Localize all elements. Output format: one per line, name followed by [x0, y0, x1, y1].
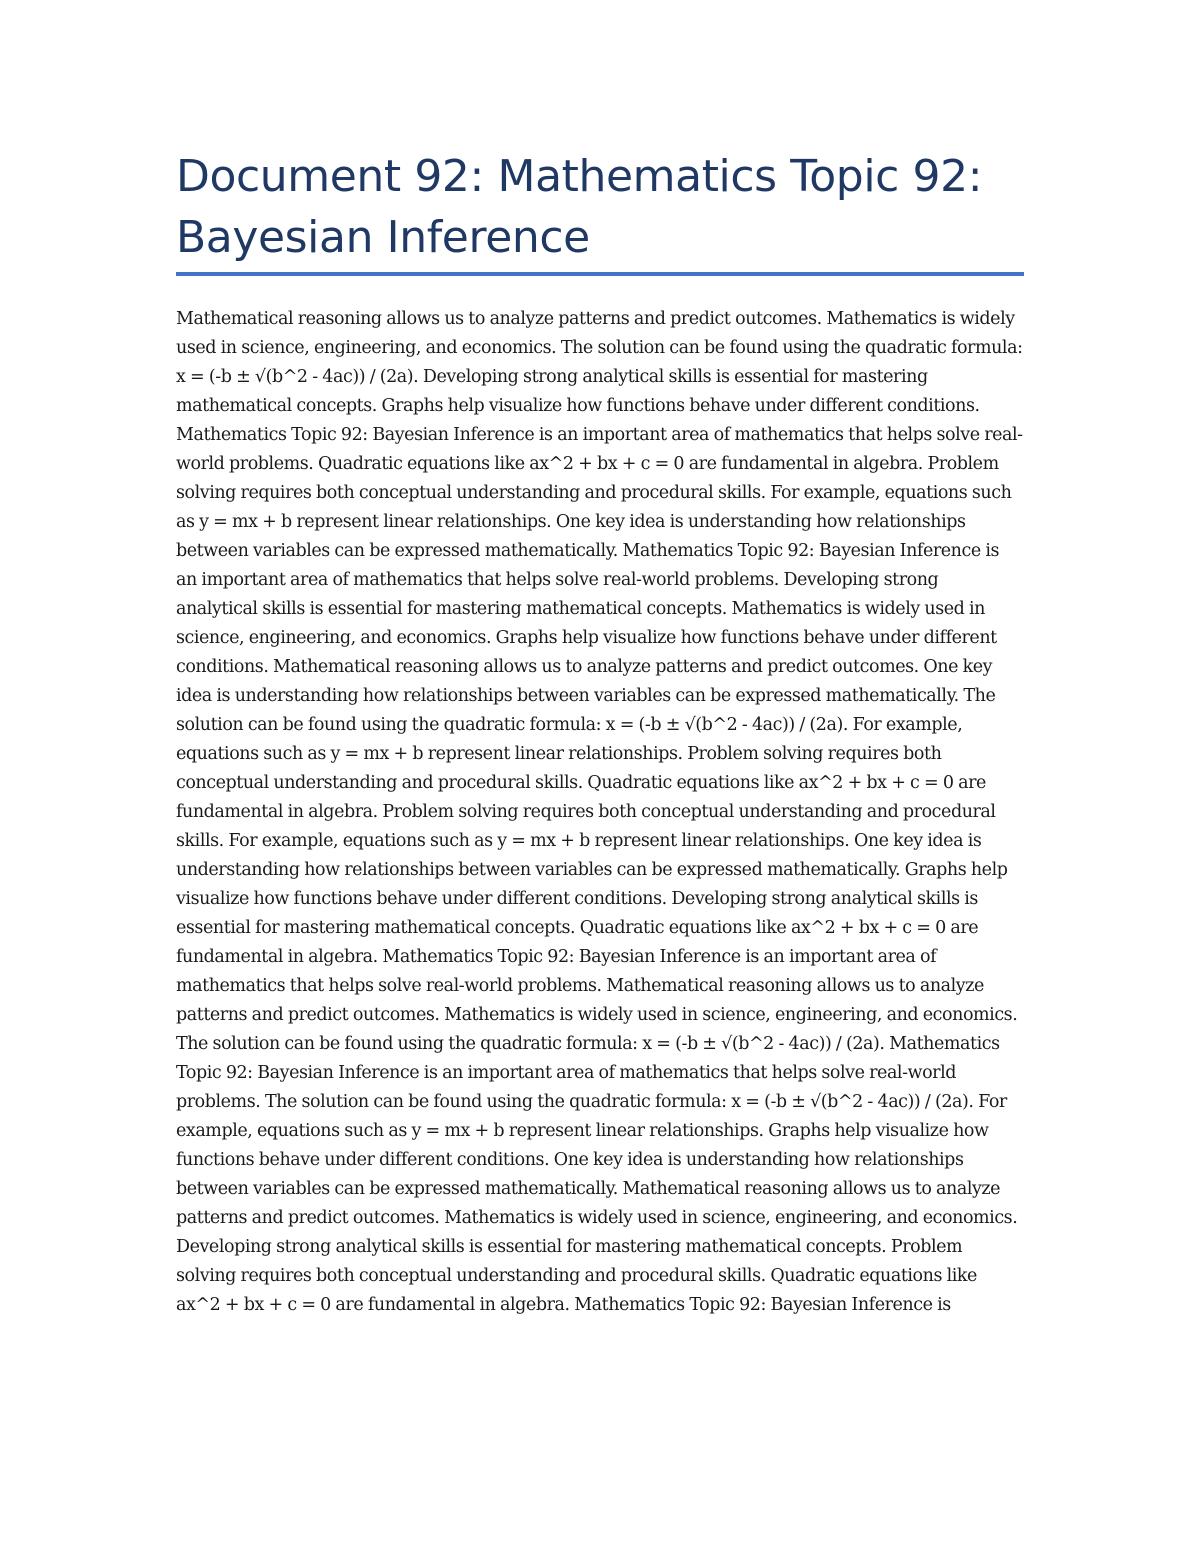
title-underline-divider — [176, 272, 1024, 276]
body-paragraph: Mathematical reasoning allows us to analyze patterns and predict outcomes. Mathematics is widely used in science, engineering, and economics. The solution can be found using the quadratic formula: x = (-b ± √(b^2 - 4ac)) / (2a). Developing strong analytical skills is essential for mastering mathematical concepts. Graphs help visualize how functions behave under different conditions. Mathematics Topic 92: Bayesian Inference is an important area of mathematics that helps solve real-world problems. Quadratic equations like ax^2 + bx + c = 0 are fundamental in algebra. Problem solving requires both conceptual understanding and procedural skills. For example, equations such as y = mx + b represent linear relationships. One key idea is understanding how relationships between variables can be expressed mathematically. Mathematics Topic 92: Bayesian Inference is an important area of mathematics that helps solve real-world problems. Developing strong analytical skills is essential for mastering mathematical concepts. Mathematics is widely used in science, engineering, and economics. Graphs help visualize how functions behave under different conditions. Mathematical reasoning allows us to analyze patterns and predict outcomes. One key idea is understanding how relationships between variables can be expressed mathematically. The solution can be found using the quadratic formula: x = (-b ± √(b^2 - 4ac)) / (2a). For example, equations such as y = mx + b represent linear relationships. Problem solving requires both conceptual understanding and procedural skills. Quadratic equations like ax^2 + bx + c = 0 are fundamental in algebra. Problem solving requires both conceptual understanding and procedural skills. For example, equations such as y = mx + b represent linear relationships. One key idea is understanding how relationships between variables can be expressed mathematically. Graphs help visualize how functions behave under different conditions. Developing strong analytical skills is essential for mastering mathematical concepts. Quadratic equations like ax^2 + bx + c = 0 are fundamental in algebra. Mathematics Topic 92: Bayesian Inference is an important area of mathematics that helps solve real-world problems. Mathematical reasoning allows us to analyze patterns and predict outcomes. Mathematics is widely used in science, engineering, and economics. The solution can be found using the quadratic formula: x = (-b ± √(b^2 - 4ac)) / (2a). Mathematics Topic 92: Bayesian Inference is an important area of mathematics that helps solve real-world problems. The solution can be found using the quadratic formula: x = (-b ± √(b^2 - 4ac)) / (2a). For example, equations such as y = mx + b represent linear relationships. Graphs help visualize how functions behave under different conditions. One key idea is understanding how relationships between variables can be expressed mathematically. Mathematical reasoning allows us to analyze patterns and predict outcomes. Mathematics is widely used in science, engineering, and economics. Developing strong analytical skills is essential for mastering mathematical concepts. Problem solving requires both conceptual understanding and procedural skills. Quadratic equations like ax^2 + bx + c = 0 are fundamental in algebra. Mathematics Topic 92: Bayesian Inference is — [176, 309, 1023, 1315]
document-title: Document 92: Mathematics Topic 92: Bayesian Inference — [176, 151, 983, 263]
